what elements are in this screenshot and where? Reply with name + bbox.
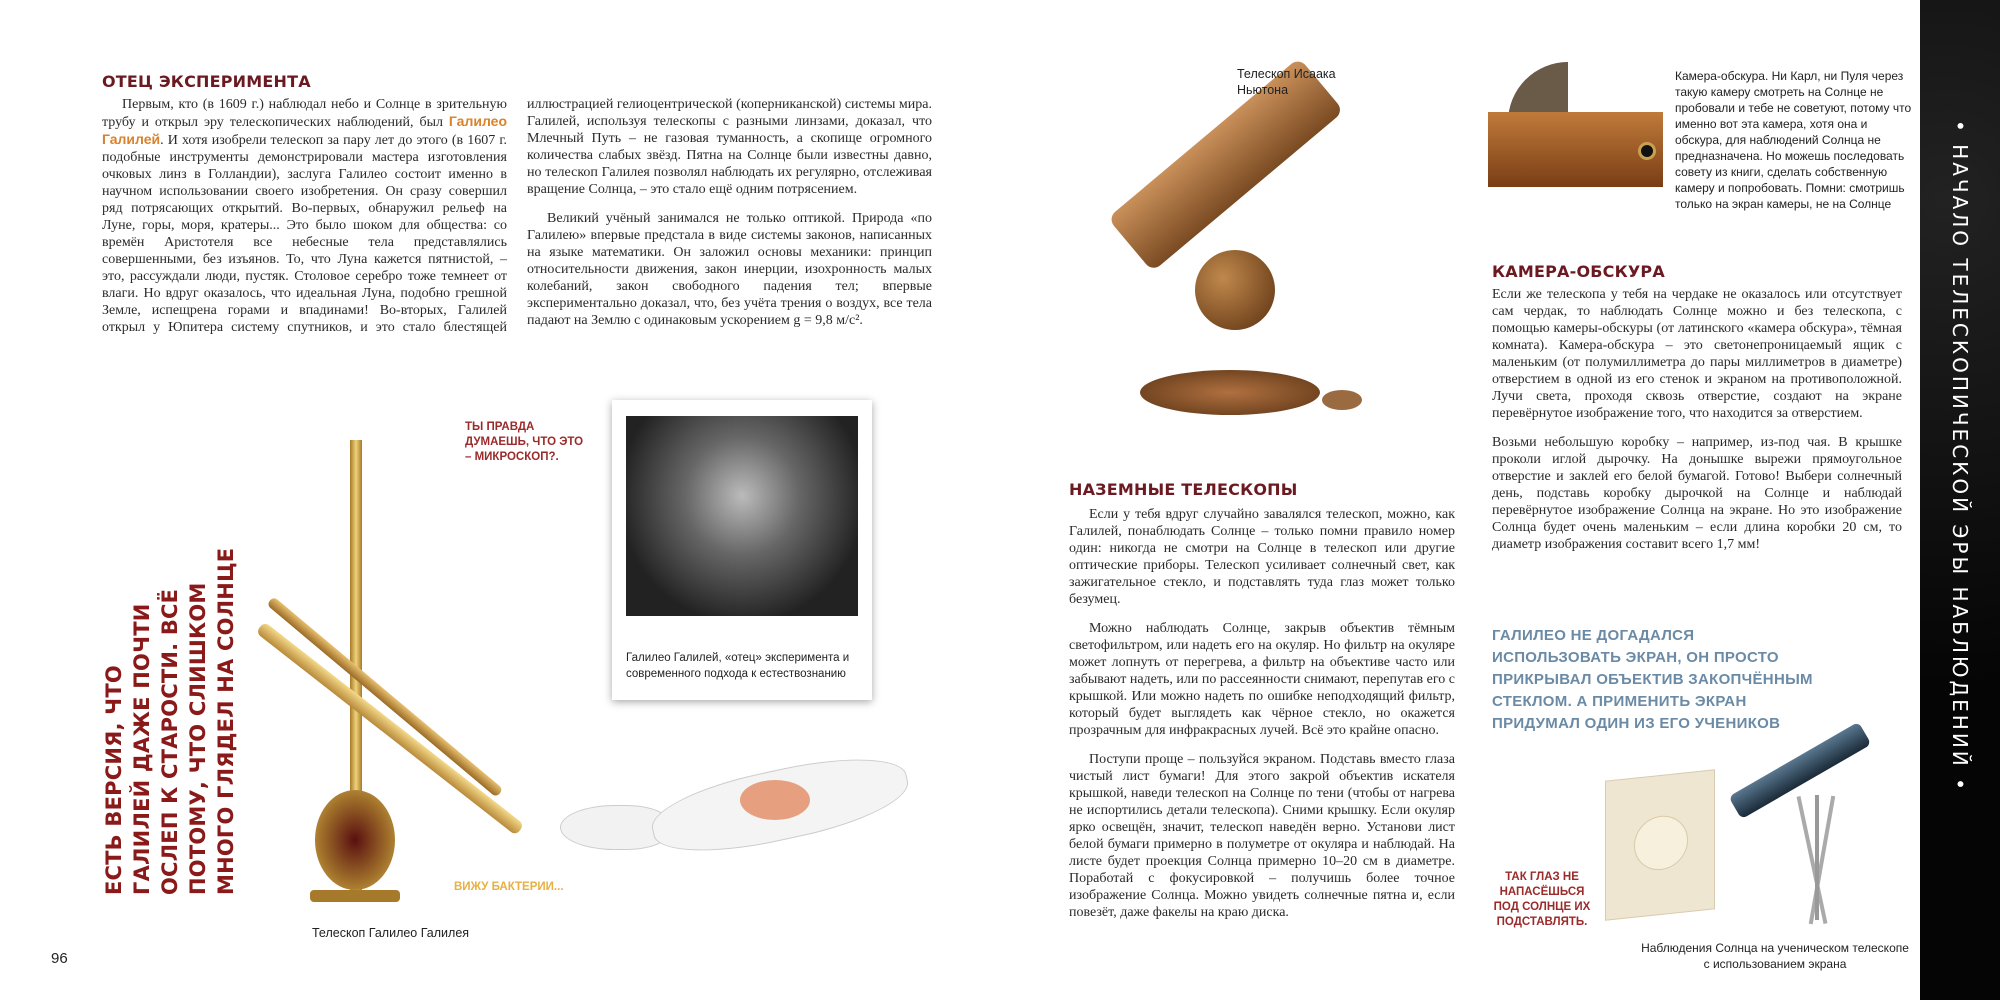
- paragraph: Если у тебя вдруг случайно завалялся телескоп, можно, как Галилей, понаблюдать Солнце – только помни правило номер один: никогда не смотри на Солнце в телескоп или другие оптические приборы. Телескоп усиливает солнечный свет, как зажигательное стекло, и подставлять туда глаз может только безумец.: [1069, 507, 1455, 607]
- newton-base: [1140, 370, 1320, 415]
- paragraph: Можно наблюдать Солнце, закрыв объектив тёмным светофильтром, или надеть его на окуляр. Но фильтр на окуляре может лопнуть от перегрева, а фильтр на объективе часто или забывают надеть, или по рассеянности снимают, перепутав его с крышкой. Или можно надеть по ошибке неподходящий фильтр, который будет выглядеть как чёрное стекло, но окажется прозрачным для инфракрасных лучей. Всё это крайне опасно.: [1069, 621, 1455, 738]
- speech-bacteria: ВИЖУ БАКТЕРИИ...: [454, 881, 564, 893]
- text: Первым, кто (в 1609 г.) наблюдал небо и Солнце в зрительную трубу и открыл эру телескопических наблюдений, был: [102, 97, 507, 130]
- school-telescope-image: [1605, 725, 1905, 925]
- telescope-caption: Телескоп Галилео Галилея: [312, 926, 470, 940]
- paragraph: Если же телескопа у тебя на чердаке не оказалось или отсутствует сам чердак, то наблюдать Солнце можно и без телескопа, с помощью камеры-обскуры (от латинского «камера обскура», тёмная комната). Камера-обскура – это светонепроницаемый ящик с маленьким (от полумиллиметра до пары миллиметров в диаметре) отверстием в одной из его стенок и экраном на противоположной. Лучи света, проходя сквозь отверстие, создают на экране перевёрнутое изображение того, что находится за отверстием.: [1492, 287, 1902, 421]
- camera-lens: [1638, 142, 1656, 160]
- dog-spot: [740, 780, 810, 820]
- telescope-tube: [256, 621, 525, 835]
- newton-cap: [1322, 390, 1362, 410]
- paragraph: Поступи проще – пользуйся экраном. Подставь вместо глаза чистый лист бумаги! Для этого закрой объектив искателя крышкой, наведи телескоп на Солнце по тени (чтобы от нагрева не испортились детали телескопа). Сними крышку. Если окуляр ярко освещён, значит, телескоп наведён верно. Установи лист белой бумаги примерно в полуметре от окуляра и наблюдай. На листе будет проекция Солнца примерно 10–20 см в диаметре. Поработай с фокусировкой – получишь более точное изображение Солнца. Можно увидеть солнечные пятна и, если повезёт, даже факелы на краю диска.: [1069, 752, 1455, 920]
- galileo-portrait-image: [626, 416, 858, 616]
- newton-telescope-image: [1100, 40, 1400, 430]
- text: . И хотя изобрели телескоп за пару лет до этого (в 1607 г. подобные инструменты демонстрировали мастера изготовления очковых линз в Голландии), заслуга Галилео состоит именно в научном использовании своего изобретения. Он сразу совершил ряд потрясающих открытий. Во-первых, обнаружил рельеф на Луне, горы, моря, кратеры... Это было шоком для общества: со времён Аристотеля все небесные тела представлялись совершенными, без изъянов. То, что Луна кажется пятнистой, – это, рассуждали люди, пустяк. Столовое серебро тоже темнеет от влаги. Но вдруг оказалось, что идеальная Луна, подобно грешной Земле, испещрена горами и впадинами! Во-вторых, Галилей открыл у Юпитера систему спутников, и это стало блестящей иллюстрацией гелиоцентрической (коперниканской) системы мира. Галилей, используя телескопы с разными линзами, доказал, что Млечный Путь – не газовая туманность, а скопище огромного количества слабых звёзд. Пятна на Солнце были известны давно, но телескоп Галилея позволял наблюдать их регулярно, отслеживая вращение Солнца, – это стало ещё одним потрясением.: [102, 97, 932, 335]
- section-heading-father: ОТЕЦ ЭКСПЕРИМЕНТА: [102, 72, 311, 91]
- stand-base: [310, 890, 400, 902]
- speech-microscope: ТЫ ПРАВДА ДУМАЕШЬ, ЧТО ЭТО – МИКРОСКОП?.: [465, 421, 584, 463]
- ornament-oval: [315, 790, 395, 890]
- spine-strip: [1920, 0, 2000, 1000]
- camera-box: [1488, 112, 1663, 187]
- camera-obscura-article: [1492, 286, 1902, 565]
- telescope-tube-2: [266, 596, 503, 797]
- vertical-quote: ЕСТЬ ВЕРСИЯ, ЧТО ГАЛИЛЕЙ ДАЖЕ ПОЧТИ ОСЛЕП К СТАРОСТИ. ВСЁ ПОТОМУ, ЧТО СЛИШКОМ МНОГО ГЛЯДЕЛ НА СОЛНЦЕ: [102, 547, 238, 895]
- paragraph: Возьми небольшую коробку – например, из-под чая. В крышке проколи иглой дырочку. На донышке вырежи прямоугольное отверстие и заклей его белой бумагой. Готово! Выбери солнечный день, подставь коробку дырочкой на Солнце и наблюдай перевёрнутое изображение Солнца на экране. Но это изображение Солнца будет очень маленьким – если длина коробки 20 см, то диаметр изображения составит всего 1,7 мм!: [1492, 435, 1902, 552]
- paragraph: Великий учёный занимался не только оптикой. Природа «по Галилею» впервые предстала в виде системы законов, написанных на языке математики. Он заложил основы механики: принцип относительности движения, закон инерции, изохронность малых колебаний, закон свободного падения тел; впервые экспериментально доказал, что, без учёта трения о воздух, все тела падают на Землю с одинаковым ускорением g = 9,8 м/с².: [527, 211, 932, 328]
- section-heading-camera: КАМЕРА-ОБСКУРА: [1492, 262, 1665, 281]
- newton-caption: Телескоп Исаака Ньютона: [1237, 67, 1336, 97]
- tripod-leg: [1815, 795, 1819, 920]
- sun-projection: [1634, 813, 1688, 873]
- portrait-caption: Галилео Галилей, «отец» эксперимента и современного подхода к естествознанию: [626, 652, 850, 680]
- section-heading-ground: НАЗЕМНЫЕ ТЕЛЕСКОПЫ: [1069, 480, 1298, 499]
- paper-screen: [1605, 769, 1715, 921]
- galileo-article: [102, 96, 932, 339]
- newton-sphere: [1195, 250, 1275, 330]
- speech-eye: ТАК ГЛАЗ НЕ НАПАСЁШЬСЯ ПОД СОЛНЦЕ ИХ ПОДСТАВЛЯТЬ.: [1493, 871, 1591, 928]
- callout-screen: ГАЛИЛЕО НЕ ДОГАДАЛСЯ ИСПОЛЬЗОВАТЬ ЭКРАН, ОН ПРОСТО ПРИКРЫВАЛ ОБЪЕКТИВ ЗАКОПЧЁННЫМ СТЕКЛОМ. А ПРИМЕНИТЬ ЭКРАН ПРИДУМАЛ ОДИН ИЗ ЕГО УЧЕНИКОВ: [1492, 627, 1813, 732]
- camera-obscura-image: [1488, 62, 1666, 192]
- ground-telescopes-article: [1069, 506, 1455, 933]
- screen-caption: Наблюдения Солнца на ученическом телескопе с использованием экрана: [1641, 941, 1909, 971]
- page-number: 96: [51, 950, 68, 967]
- galileo-name-highlight: Галилео Галилей: [102, 113, 507, 147]
- dog-illustration: [560, 755, 940, 865]
- galileo-telescope-image: [270, 420, 570, 910]
- portrait-frame: [612, 400, 872, 700]
- spine-title: • НАЧАЛО ТЕЛЕСКОПИЧЕСКОЙ ЭРЫ НАБЛЮДЕНИЙ •: [1948, 120, 1972, 793]
- camera-caption: Камера-обскура. Ни Карл, ни Пуля через такую камеру смотреть на Солнце не пробовали и тебе не советуют, потому что именно вот эта камера, хотя она и обскура, для наблюдений Солнца не предназначена. Но можешь последовать совету из книги, сделать собственную камеру и попробовать. Помни: смотришь только на экран камеры, не на Солнце: [1675, 69, 1912, 211]
